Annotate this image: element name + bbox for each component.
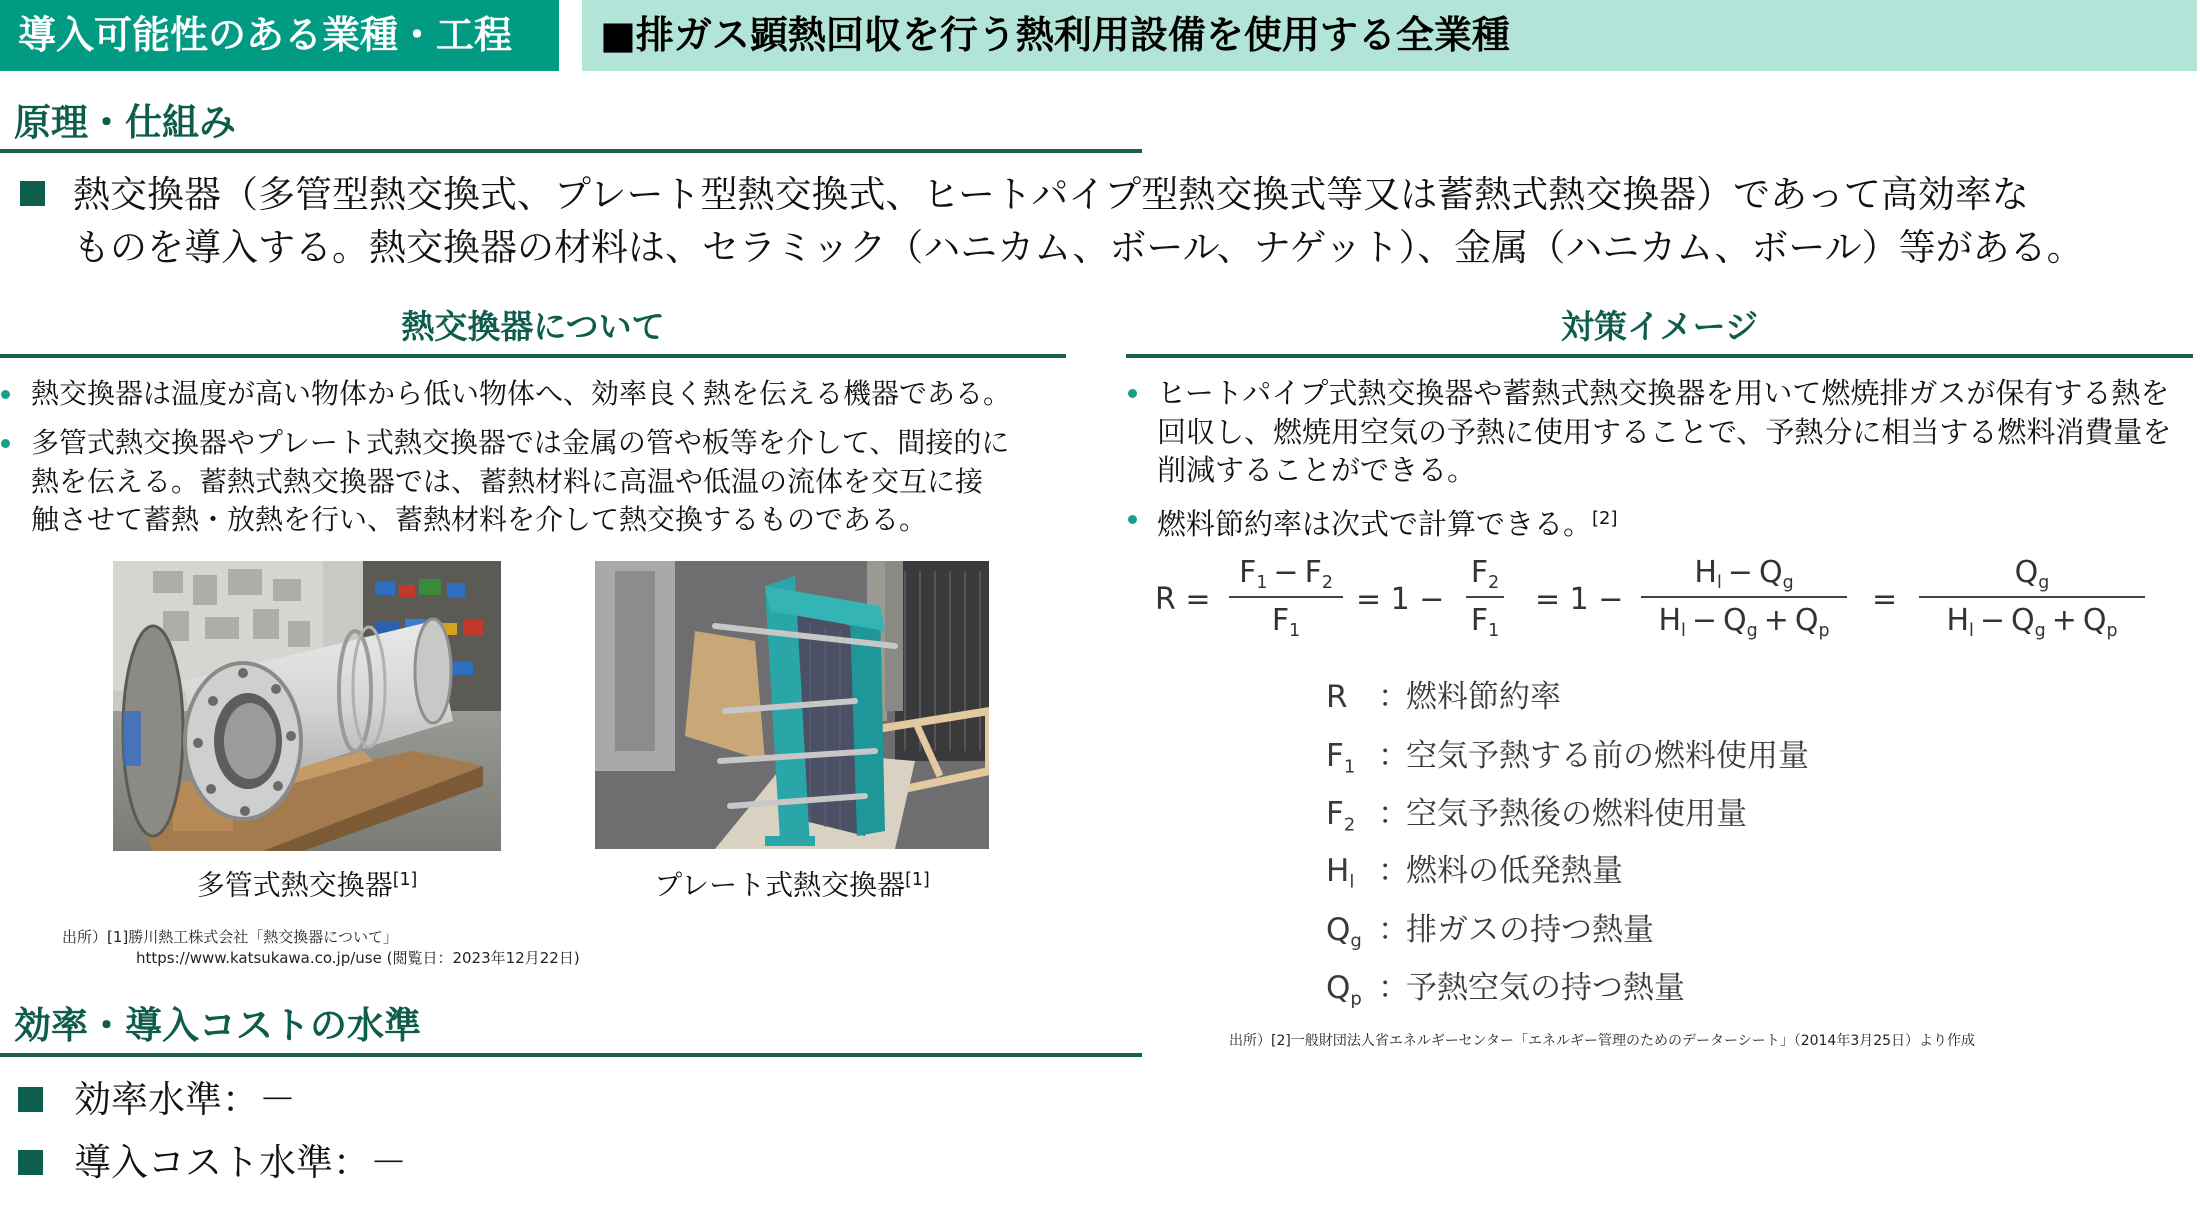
bullet-line: 熱交換器は温度が高い物体から低い物体へ、効率良く熱を伝える機器である。 (31, 377, 1012, 410)
fraction-numerator (1694, 552, 1793, 594)
measures-bullet-2 (1157, 500, 1617, 543)
about-bullet-1 (31, 375, 1011, 414)
fraction-bar (1919, 596, 2145, 598)
symbol-subscript: l (1349, 871, 1355, 893)
formula-operator: = 1 − (1535, 582, 1624, 617)
category-label-box (0, 0, 559, 71)
fraction-numerator (1471, 552, 1499, 594)
symbol-text: Q (1326, 970, 1351, 1006)
formula-fraction-2 (1466, 552, 1504, 642)
square-bullet-icon (20, 181, 45, 206)
about-divider (0, 354, 1066, 358)
dot-bullet-icon (1128, 515, 1137, 524)
formula-operator: = (1872, 582, 1898, 617)
formula-variable: $F_2$ (1470, 555, 1500, 594)
formula-symbol: R (1155, 582, 1176, 617)
measures-bullet-1 (1157, 374, 2171, 490)
cost-level: 導入コスト水準：－ (74, 1141, 407, 1184)
definition-colon: ： (1378, 853, 1409, 889)
definition-symbol (1326, 968, 1362, 1019)
bullet-line: 燃料節約率は次式で計算できる。 (1157, 506, 1593, 541)
formula-fraction-1 (1229, 552, 1343, 642)
formula-variable: $Q_p$ (2082, 603, 2118, 642)
formula-subscript: g (2038, 573, 2050, 594)
bullet-line: 削減することができる。 (1157, 453, 1477, 487)
principle-title: 原理・仕組み (14, 101, 236, 144)
fraction-denominator (1658, 600, 1829, 642)
formula-operator: + (2051, 603, 2077, 638)
definition-text: 空気予熱する前の燃料使用量 (1406, 738, 1809, 774)
symbol-subscript: 1 (1343, 756, 1356, 778)
square-bullet-icon (18, 1150, 43, 1175)
formula-variable: $F_1$ (1470, 603, 1500, 642)
bullet-line: ヒートパイプ式熱交換器や蓄熱式熱交換器を用いて燃焼排ガスが保有する熱を (1157, 376, 2170, 410)
definition-symbol (1326, 910, 1362, 961)
bullet-line: 多管式熱交換器やプレート式熱交換器では金属の管や板等を介して、間接的に (31, 426, 1010, 459)
principle-paragraph (73, 168, 2084, 274)
formula-variable: $F_2$ (1304, 555, 1333, 594)
symbol-text: F (1326, 796, 1344, 832)
bullet-line: 回収し、燃焼用空気の予熱に使用することで、予熱分に相当する燃料消費量を (1157, 414, 2172, 449)
formula-variable: $H_l$ (1694, 555, 1722, 594)
formula-subscript: p (2106, 621, 2118, 642)
about-bullet-2 (31, 424, 1009, 540)
formula-subscript: 2 (1321, 573, 1333, 594)
formula-fraction-3 (1641, 552, 1847, 642)
formula-operator: − (1979, 603, 2006, 638)
definition-colon: ： (1378, 679, 1409, 715)
principle-divider (0, 149, 1142, 153)
definition-colon: ： (1378, 796, 1409, 832)
symbol-text: Q (1326, 912, 1351, 948)
formula-operator: + (1763, 603, 1789, 638)
definition-symbol (1326, 794, 1355, 845)
formula-variable: $Q_g$ (2014, 555, 2050, 594)
dot-bullet-icon (1128, 389, 1137, 398)
category-value: ■排ガス顕熱回収を行う熱利用設備を使用する全業種 (600, 13, 1510, 57)
definition-colon: ： (1378, 970, 1409, 1006)
symbol-subscript: p (1350, 988, 1362, 1010)
formula-operator: = (1185, 582, 1211, 617)
principle-line: 熱交換器（多管型熱交換式、プレート型熱交換式、ヒートパイプ型熱交換式等又は蓄熱式熱交換器）であって高効率な (73, 173, 2029, 216)
source-note-2: 出所）[2]一般財団法人省エネルギーセンター「エネルギー管理のためのデーターシート」（2014年3月25日）より作成 (1229, 1033, 1976, 1049)
fraction-denominator (1471, 600, 1499, 642)
definition-colon: ： (1378, 738, 1409, 774)
measures-divider (1126, 354, 2193, 358)
source-note-1: 出所）[1]勝川熱工株式会社「熱交換器について」 (62, 928, 398, 946)
formula-variable: $H_l$ (1658, 603, 1686, 642)
citation-ref: [1] (905, 870, 930, 890)
fuel-saving-formula (0, 552, 2200, 652)
definition-symbol (1326, 851, 1354, 902)
formula-subscript: 1 (1488, 621, 1500, 642)
symbol-text: H (1326, 853, 1350, 889)
category-value-box (582, 0, 2197, 71)
bullet-line: 触させて蓄熱・放熱を行い、蓄熱材料を介して熱交換するものである。 (31, 503, 928, 536)
fraction-bar (1229, 596, 1343, 598)
fraction-bar (1641, 596, 1847, 598)
formula-operator: = 1 − (1356, 582, 1445, 617)
formula-variable: $F_1$ (1271, 603, 1301, 642)
definition-symbol (1326, 736, 1355, 787)
formula-operator: − (1273, 555, 1299, 590)
formula-subscript: p (1818, 621, 1830, 642)
formula-subscript: g (1782, 573, 1794, 594)
caption-text: 多管式熱交換器 (196, 868, 393, 902)
definition-colon: ： (1378, 912, 1409, 948)
fraction-bar (1466, 596, 1504, 598)
citation-ref: [2] (1592, 508, 1618, 529)
fraction-numerator (2015, 552, 2050, 594)
about-title: 熱交換器について (401, 307, 665, 346)
dot-bullet-icon (1, 439, 10, 448)
formula-variable: $Q_g$ (1723, 603, 1758, 642)
definition-text: 予熱空気の持つ熱量 (1406, 970, 1685, 1006)
formula-subscript: 1 (1256, 573, 1268, 594)
formula-subscript: l (1681, 621, 1686, 642)
square-bullet-icon (18, 1087, 43, 1112)
category-label: 導入可能性のある業種・工程 (18, 13, 513, 57)
definition-text: 燃料節約率 (1406, 679, 1561, 715)
caption-text: プレート式熱交換器 (654, 868, 906, 902)
citation-ref: [1] (392, 870, 418, 890)
source-url-1: https://www.katsukawa.co.jp/use (閲覧日：2023年12月22日) (136, 949, 580, 967)
definition-text: 空気予熱後の燃料使用量 (1406, 796, 1747, 832)
definition-text: 排ガスの持つ熱量 (1406, 912, 1654, 948)
symbol-subscript: g (1350, 930, 1362, 952)
symbol-subscript: 2 (1343, 814, 1356, 836)
fraction-numerator (1239, 552, 1333, 594)
levels-divider (0, 1053, 1142, 1057)
bullet-line: 熱を伝える。蓄熱式熱交換器では、蓄熱材料に高温や低温の流体を交互に接 (31, 464, 984, 498)
fraction-denominator (1946, 600, 2117, 642)
formula-variable: $F_1$ (1239, 555, 1268, 594)
formula-variable: $Q_p$ (1794, 603, 1830, 642)
formula-fraction-4 (1919, 552, 2145, 642)
plate-caption (595, 862, 989, 904)
formula-variable: $Q_g$ (1758, 555, 1794, 594)
shell-and-tube-caption (113, 862, 501, 904)
formula-lhs (1155, 582, 1211, 617)
definition-symbol (1326, 677, 1348, 728)
symbol-text: F (1326, 738, 1344, 774)
formula-subscript: l (1969, 621, 1974, 642)
principle-line: ものを導入する。熱交換器の材料は、セラミック（ハニカム、ボール、ナゲット）、金属（ハニカム、ボール）等がある。 (73, 226, 2084, 269)
levels-title: 効率・導入コストの水準 (14, 1004, 421, 1047)
formula-subscript: g (1746, 621, 1758, 642)
definition-text: 燃料の低発熱量 (1406, 853, 1623, 889)
dot-bullet-icon (1, 390, 10, 399)
formula-subscript: 2 (1488, 573, 1500, 594)
formula-subscript: g (2034, 621, 2046, 642)
formula-subscript: l (1716, 573, 1722, 594)
formula-subscript: 1 (1289, 621, 1301, 642)
measures-title: 対策イメージ (1560, 307, 1758, 346)
fraction-denominator (1272, 600, 1300, 642)
formula-variable: $Q_g$ (2011, 603, 2046, 642)
formula-operator: − (1691, 603, 1718, 638)
efficiency-level: 効率水準：－ (74, 1078, 296, 1121)
symbol-text: R (1326, 679, 1348, 715)
formula-variable: $H_l$ (1946, 603, 1974, 642)
formula-operator: − (1727, 555, 1753, 590)
